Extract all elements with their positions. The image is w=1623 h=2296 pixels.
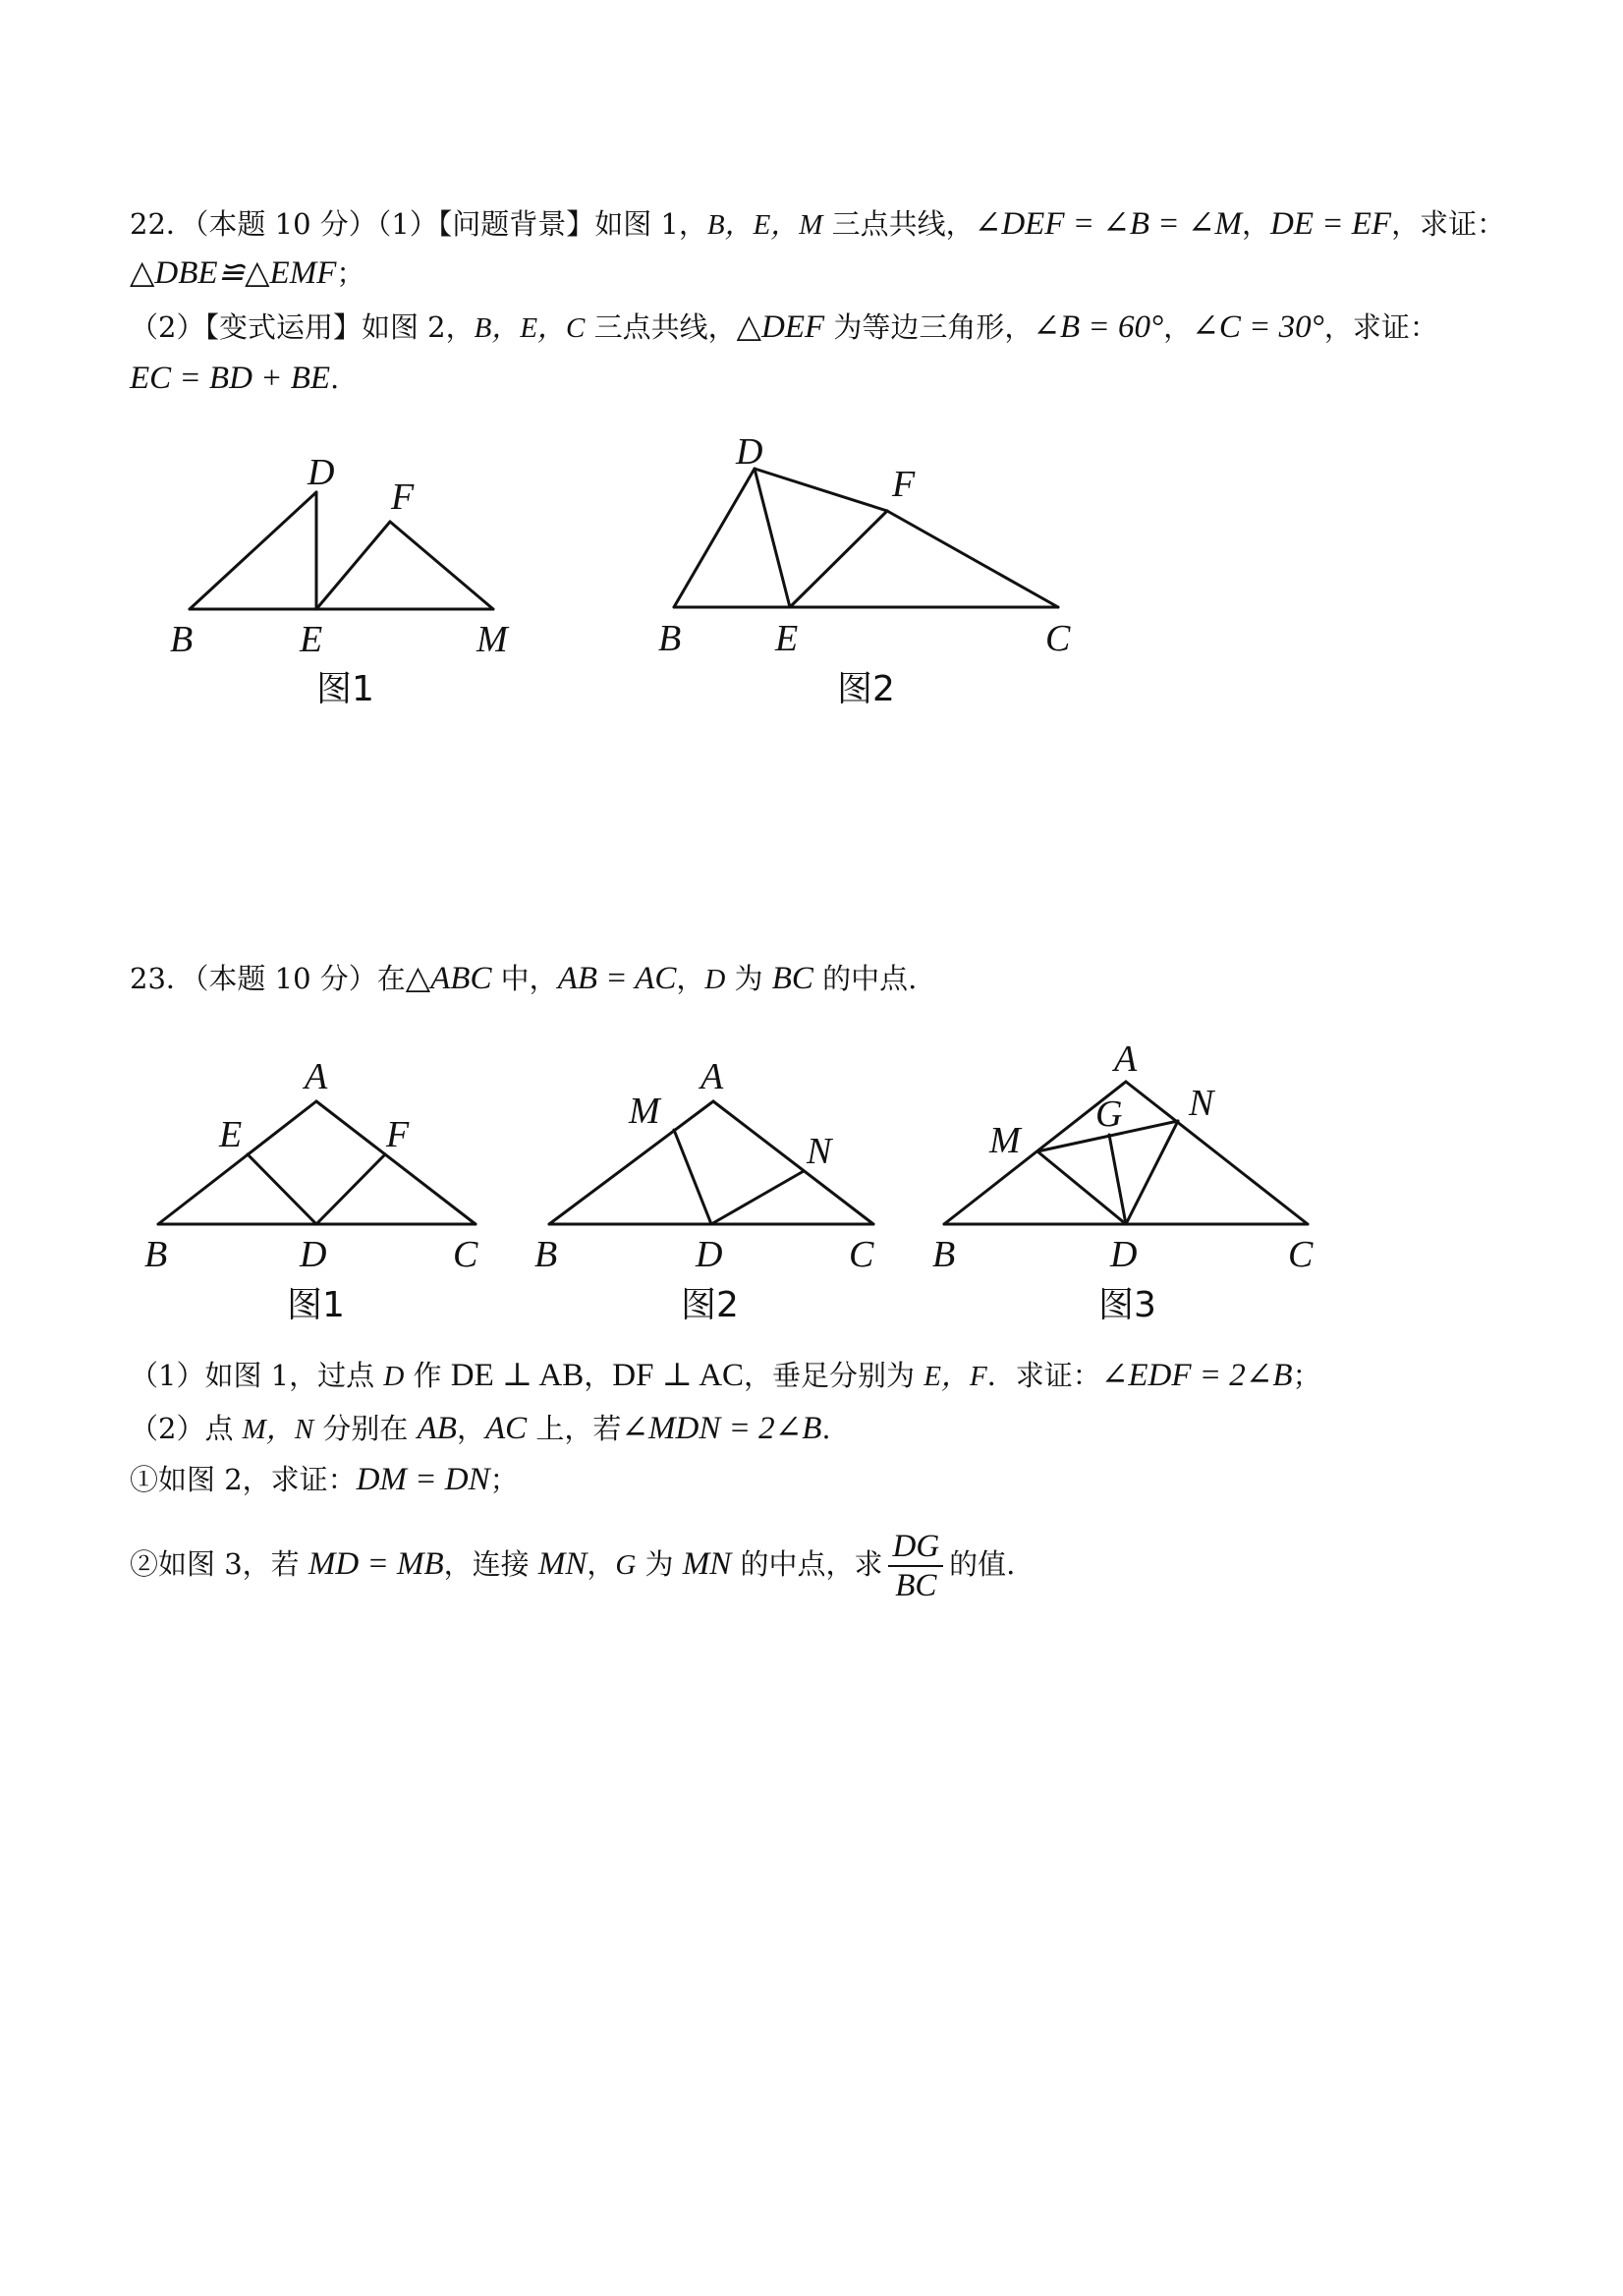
fig2-label-D: D [736,431,763,473]
q23-line1: 23．（本题 10 分）在△ABC 中，AB = AC，D 为 BC 的中点. [130,961,918,996]
fig2-label-B: B [658,618,682,659]
q23f2-label-M: M [629,1091,660,1132]
fig1-label-E: E [300,619,323,660]
q23f3-label-D: D [1110,1234,1138,1275]
q23f1-label-A: A [305,1056,328,1097]
q23f2-label-A: A [700,1056,724,1097]
q23f3-label-M: M [989,1120,1021,1161]
q23f2-label-D: D [696,1234,723,1275]
q22-side-condition: DE = EF [1270,206,1392,242]
q23-sub2-fraction [888,1528,943,1604]
q23-sub1: ①如图 2，求证：DM = DN； [130,1462,519,1497]
fig2-label-C: C [1045,618,1071,659]
q23f2-label-N: N [807,1131,832,1172]
fraction-numerator: DG [888,1528,943,1567]
fig2-caption: 图2 [837,669,895,709]
fig1-caption: 图1 [316,669,374,709]
q23f2-label-C: C [849,1234,874,1275]
q23f1-label-F: F [386,1114,410,1155]
q22-congruence-goal: △DBE≌△EMF [130,255,337,291]
q23f3-caption: 图3 [1098,1285,1156,1325]
q23-sub2: ②如图 3，若 MD = MB，连接 MN，G 为 MN 的中点，求 $\frac{DG}{BC}$ 的值. [130,1529,1016,1603]
q22-line4: EC = BD + BE. [130,361,340,396]
q23-part2-condition: ∠MDN = 2∠B [621,1411,822,1446]
q23f3-label-N: N [1189,1083,1214,1124]
q23f1-label-E: E [219,1114,243,1155]
q23f3-seg-AC [1126,1082,1308,1224]
q22-line1: 22．（本题 10 分）（1）【问题背景】如图 1，B，E，M 三点共线，∠DEF = ∠B = ∠M，DE = EF，求证： [130,206,1506,242]
fig1-label-D: D [308,452,335,493]
q23f3-label-G: G [1095,1093,1123,1135]
q23f3-label-A: A [1114,1038,1138,1080]
q23f1-caption: 图1 [287,1285,345,1325]
fig1-label-F: F [391,476,415,518]
q23f1-label-D: D [300,1234,327,1275]
q23-part1: （1）如图 1，过点 D 作 DE ⊥ AB，DF ⊥ AC，垂足分别为 E，F．求证：∠EDF = 2∠B； [130,1358,1321,1393]
q23f3-label-B: B [932,1234,956,1275]
q22-angle-condition: ∠DEF = ∠B = ∠M [974,206,1242,242]
q23f3-seg-MD [1037,1151,1126,1224]
q23f3-seg-ND [1126,1121,1178,1224]
fraction-denominator: BC [895,1568,937,1603]
q23-part1-goal: ∠EDF = 2∠B [1100,1358,1293,1393]
q22-line3: （2）【变式运用】如图 2，B，E，C 三点共线，△DEF 为等边三角形，∠B = 60°，∠C = 30°，求证： [130,309,1438,345]
q23f2-label-B: B [534,1234,558,1275]
fig1-label-B: B [170,619,194,660]
q22-line2: △DBE≌△EMF； [130,255,365,291]
q23f1-label-C: C [453,1234,478,1275]
q23-isosceles-condition: AB = AC [557,961,677,996]
fig2-label-E: E [775,618,799,659]
q23f2-caption: 图2 [681,1285,739,1325]
q23f3-label-C: C [1288,1234,1314,1275]
fig1-label-M: M [476,619,508,660]
q23-part2: （2）点 M，N 分别在 AB，AC 上，若∠MDN = 2∠B. [130,1411,831,1446]
q23f1-label-B: B [144,1234,168,1275]
q22-equality-goal: EC = BD + BE [130,361,331,396]
fig2-label-F: F [892,464,916,505]
q23-sub1-goal: DM = DN [356,1462,490,1497]
